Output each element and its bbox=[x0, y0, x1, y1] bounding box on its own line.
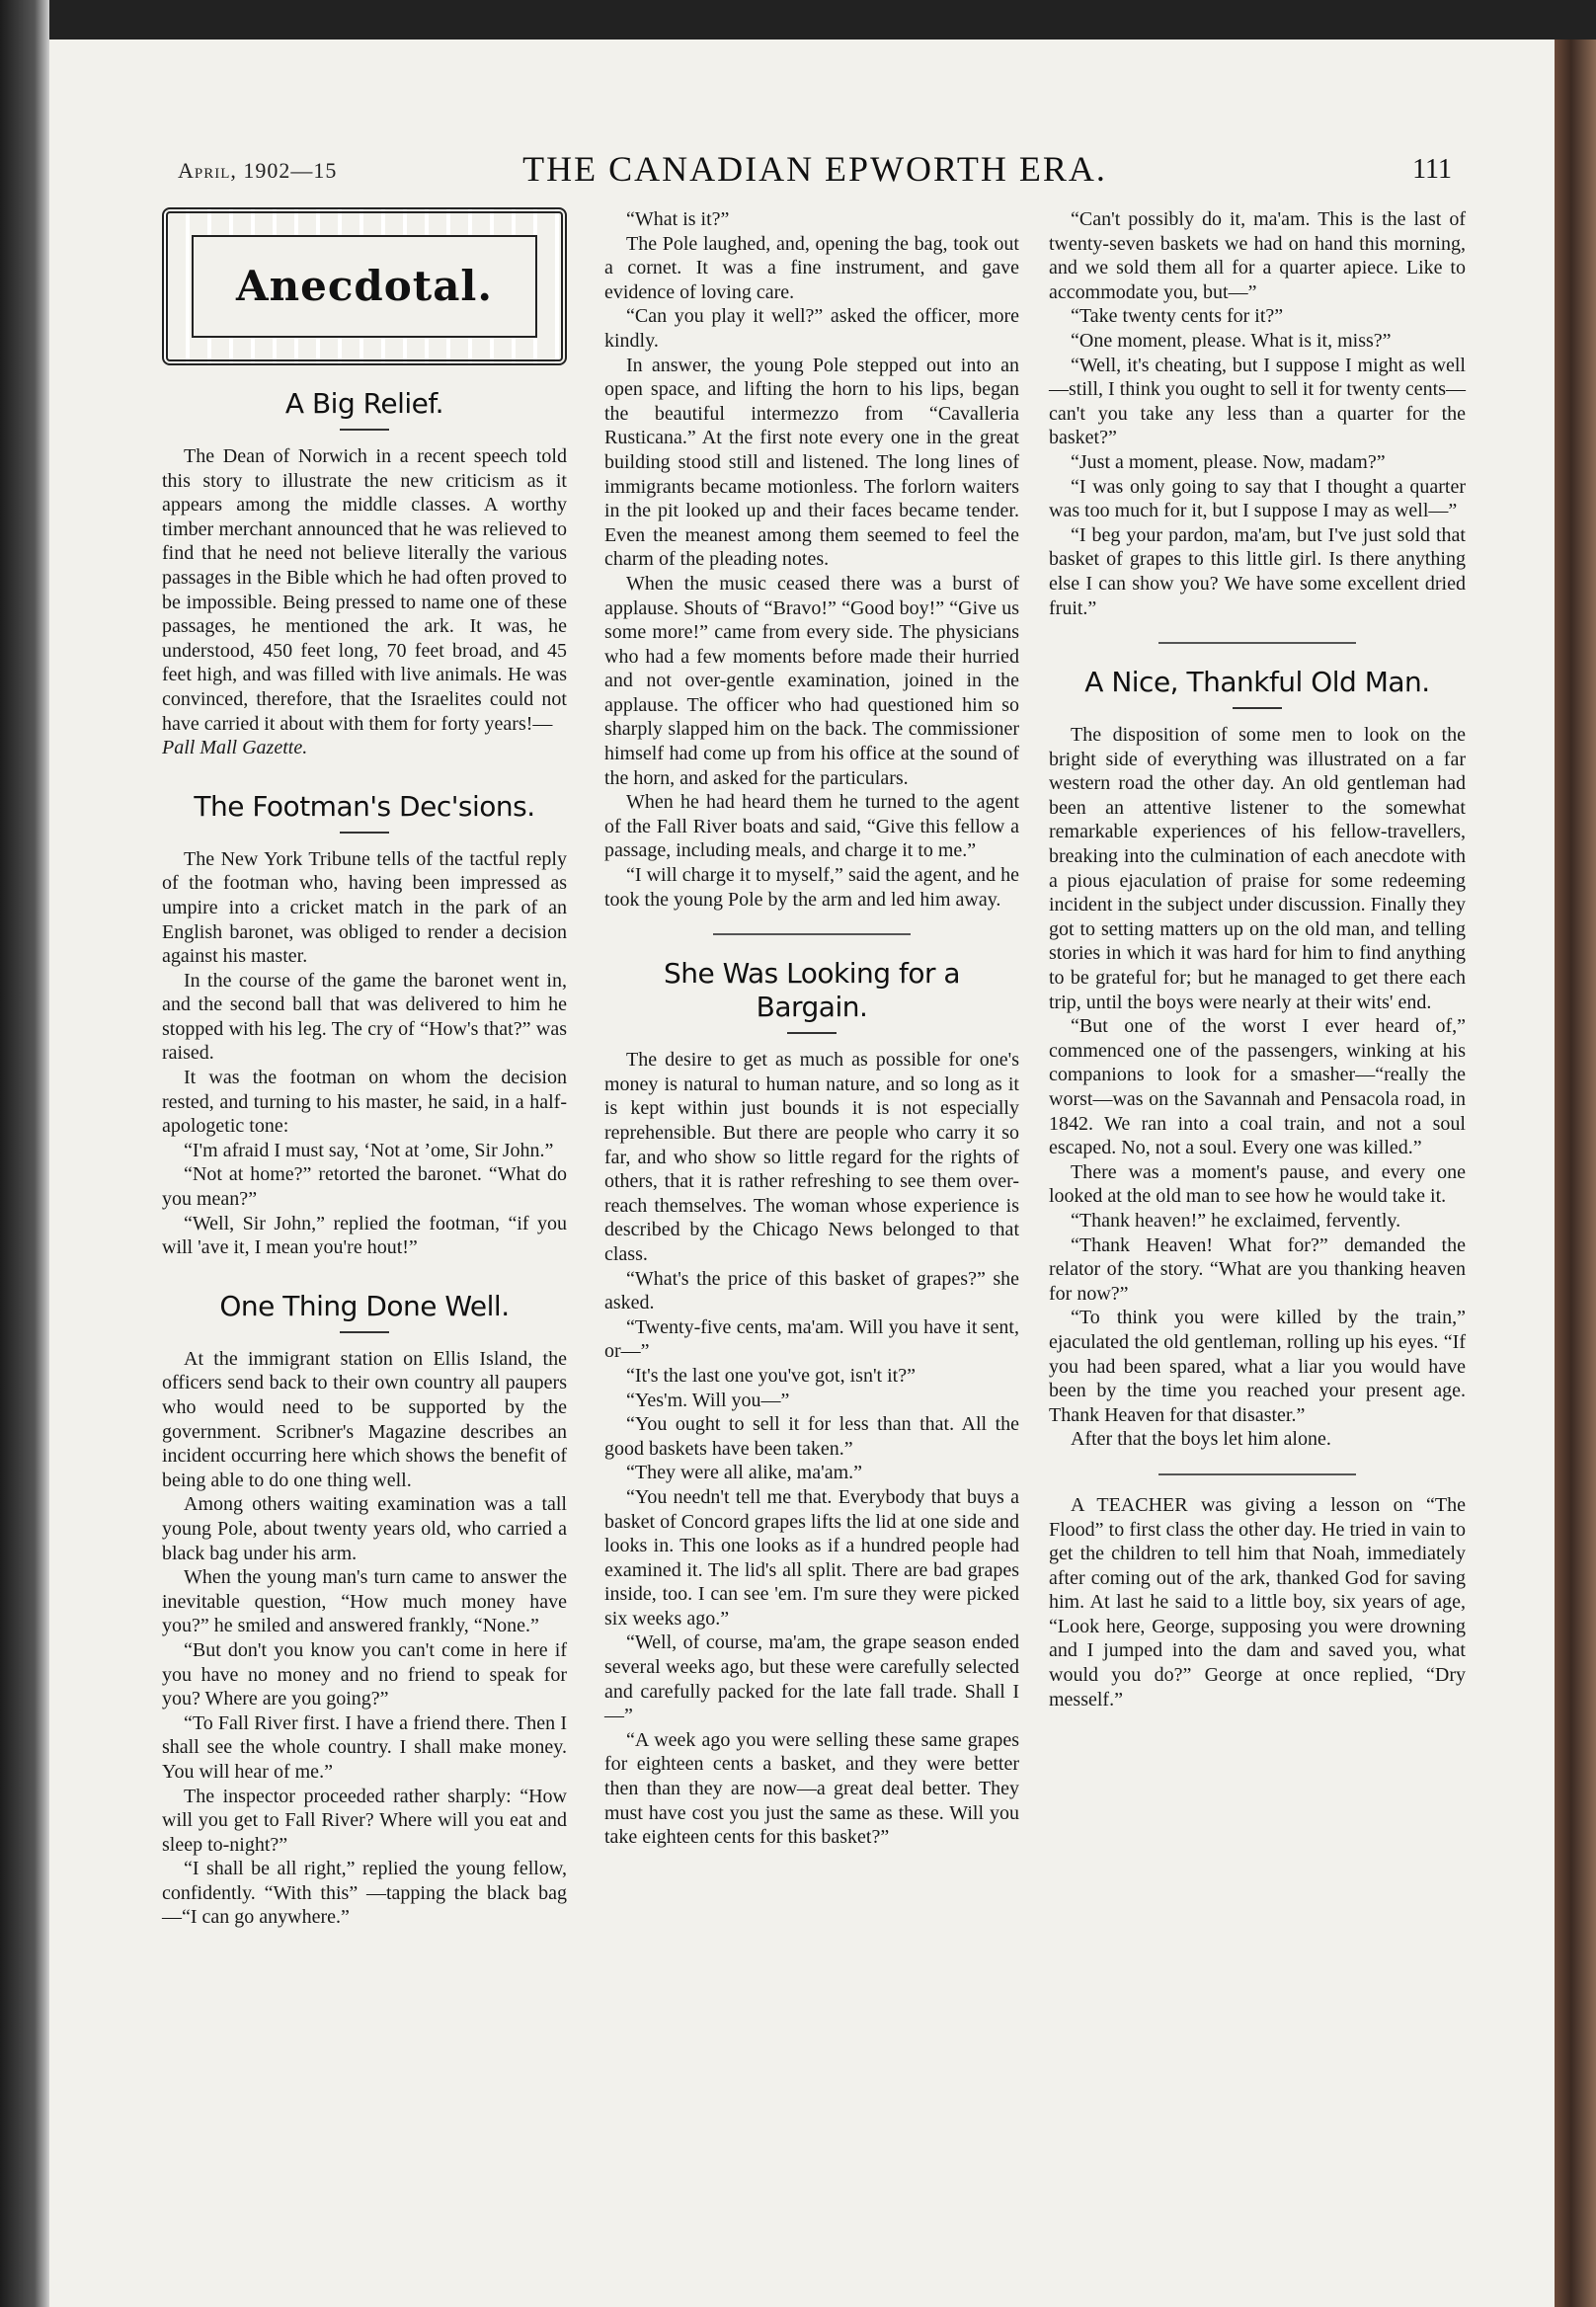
paragraph: “I'm afraid I must say, ‘Not at ’ome, Sir John.” bbox=[184, 1139, 554, 1161]
paragraph: The disposition of some men to look on the bright side of everything was illustrated on a far western road the other day. An old gentleman had been an attentive listener to the somewhat remarkable experiences of his fellow-travellers, breaking into the culmination of each anecdote with a pious ejaculation of praise for some redeeming incident in the subject under discussion. Finally they got to setting matters up on the old man, and telling stories in which it was hard for him to find anything to be grateful for; but he managed to get there each trip, until the boys were nearly at their wits' end. bbox=[1049, 724, 1466, 1013]
paragraph: Among others waiting examination was a tall young Pole, about twenty years old, who carried a black bag under his arm. bbox=[162, 1493, 567, 1564]
article-title: A Big Relief. bbox=[284, 387, 444, 420]
article-title: One Thing Done Well. bbox=[219, 1289, 510, 1322]
paragraph: “You ought to sell it for less than that. All the good baskets have been taken.” bbox=[604, 1413, 1019, 1460]
paragraph: “Thank heaven!” he exclaimed, fervently. bbox=[1071, 1209, 1401, 1232]
paragraph: “I beg your pardon, ma'am, but I've just sold that basket of grapes to this little girl. Is there anything else I can show you? We have some excellent dried fruit.” bbox=[1049, 523, 1466, 619]
paragraph: “Well, of course, ma'am, the grape season ended several weeks ago, but these were carefully selected and carefully packed for the late fall trade. Shall I—” bbox=[604, 1631, 1019, 1727]
paragraph: “But one of the worst I ever heard of,” commenced one of the passengers, winking at his companions to look for a smasher—“really the worst—was on the Savannah and Pensacola road, in 1842. We ran into a coal train, and not a soul escaped. No, not a soul. Every one was killed.” bbox=[1049, 1015, 1466, 1159]
scan-left-edge bbox=[0, 0, 49, 2307]
paragraph: “To Fall River first. I have a friend there. Then I shall see the whole country. I shall make money. You will hear of me.” bbox=[162, 1711, 567, 1783]
paragraph: “A week ago you were selling these same grapes for eighteen cents a basket, and they were better then than they are now—a great deal better. They must have cost you just the same as these. Will you take eighteen cents for this basket?” bbox=[604, 1728, 1019, 1849]
title-rule bbox=[340, 429, 389, 431]
paragraph: The desire to get as much as possible for one's money is natural to human nature, and so long as it is kept within just bounds it is not especially reprehensible. But there are people who carry it so far, and who show so little regard for the rights of others, that it is rather refreshing to see them over-reach themselves. The woman whose experience is described by the Chicago News belonged to that class. bbox=[604, 1049, 1019, 1265]
column-1 bbox=[162, 207, 567, 1930]
title-rule bbox=[787, 1032, 837, 1034]
section-title-ornament bbox=[162, 207, 567, 365]
paragraph: The inspector proceeded rather sharply: “How will you get to Fall River? Where will you eat and sleep to-night?” bbox=[162, 1785, 567, 1856]
column-3 bbox=[1049, 207, 1466, 1711]
paragraph: “Well, Sir John,” replied the footman, “if you will 'ave it, I mean you're hout!” bbox=[162, 1212, 567, 1259]
paragraph: “Can you play it well?” asked the officer, more kindly. bbox=[604, 305, 1019, 352]
paragraph: “You needn't tell me that. Everybody that buys a basket of Concord grapes lifts the lid at one side and looks in. This one looks as if a hundred people had examined it. The lid's all split. There are bad grapes inside, too. I can see 'em. I'm sure they were picked six weeks ago.” bbox=[604, 1485, 1019, 1630]
paragraph: It was the footman on whom the decision rested, and turning to his master, he said, in a half-apologetic tone: bbox=[162, 1067, 567, 1138]
paragraph: In answer, the young Pole stepped out into an open space, and lifting the horn to his lips, began the beautiful intermezzo from “Cavalleria Rusticana.” At the first note every one in the great building stood still and listened. The long lines of immigrants became motionless. The forlorn waiters in the pit looked up and their faces became tender. Even the meanest among them seemed to feel the charm of the pleading notes. bbox=[604, 354, 1019, 571]
running-header bbox=[178, 148, 1452, 198]
article-separator bbox=[713, 933, 911, 935]
paragraph: At the immigrant station on Ellis Island, the officers send back to their own country all paupers who would need to be supported by the government. Scribner's Magazine describes an incident occurring here which shows the benefit of being able to do one thing well. bbox=[162, 1347, 567, 1491]
paragraph: “They were all alike, ma'am.” bbox=[626, 1462, 863, 1484]
page-number: 111 bbox=[1412, 154, 1452, 185]
paragraph: There was a moment's pause, and every one looked at the old man to see how he would take it. bbox=[1049, 1160, 1466, 1208]
paragraph: “Not at home?” retorted the baronet. “What do you mean?” bbox=[162, 1163, 567, 1211]
paragraph: “Just a moment, please. Now, madam?” bbox=[1071, 450, 1386, 473]
article-source: Pall Mall Gazette. bbox=[162, 737, 308, 759]
paragraph: After that the boys let him alone. bbox=[1071, 1428, 1331, 1451]
paragraph: “Take twenty cents for it?” bbox=[1071, 305, 1284, 328]
paragraph: “Well, it's cheating, but I suppose I might as well—still, I think you ought to sell it for twenty cents—can't you take any less than a quarter for the basket?” bbox=[1049, 354, 1466, 449]
paragraph: “I shall be all right,” replied the young fellow, confidently. “With this” —tapping the black bag—“I can go anywhere.” bbox=[162, 1858, 567, 1929]
section-title-frame bbox=[192, 235, 537, 338]
title-rule bbox=[340, 1331, 389, 1333]
paragraph: “I was only going to say that I thought a quarter was too much for it, but I suppose I may as well—” bbox=[1049, 475, 1466, 522]
paragraph: The Pole laughed, and, opening the bag, took out a cornet. It was a fine instrument, and gave evidence of loving care. bbox=[604, 232, 1019, 303]
paragraph: “What's the price of this basket of grapes?” she asked. bbox=[604, 1267, 1019, 1314]
paragraph: The Dean of Norwich in a recent speech told this story to illustrate the new criticism as it appears among the middle classes. A worthy timber merchant announced that he was relieved to find that he need not believe literally the various passages in the Bible which he had often proved to be impossible. Being pressed to name one of these passages, he mentioned the ark. It was, he understood, 450 feet long, 70 feet broad, and 45 feet high, and was filled with live animals. He was convinced, therefore, that the Israelites could not have carried it about with them for forty years!— bbox=[162, 445, 567, 735]
article-title: The Footman's Dec'sions. bbox=[194, 789, 535, 823]
paragraph: “But don't you know you can't come in here if you have no money and no friend to speak for you? Where are you going?” bbox=[162, 1638, 567, 1710]
lead-in: A TEACHER bbox=[1071, 1493, 1188, 1516]
paragraph: When the music ceased there was a burst of applause. Shouts of “Bravo!” “Good boy!” “Give us some more!” came from every side. The physicians who had a few moments before made their hurried and not over-gentle examination, joined in the applause. The officer who had questioned him so sharply slapped him on the back. The commissioner himself had come up from his office at the sound of the horn, and asked for the particulars. bbox=[604, 572, 1019, 789]
article-separator bbox=[1158, 1473, 1356, 1475]
book-spine bbox=[1555, 40, 1596, 2307]
paragraph: “One moment, please. What is it, miss?” bbox=[1071, 329, 1392, 352]
paragraph: When the young man's turn came to answer the inevitable question, “How much money have you?” he smiled and answered frankly, “None.” bbox=[162, 1566, 567, 1637]
title-rule bbox=[340, 832, 389, 834]
paragraph: In the course of the game the baronet went in, and the second ball that was delivered to him he stopped with his leg. The cry of “How's that?” was raised. bbox=[162, 969, 567, 1065]
paragraph: “Can't possibly do it, ma'am. This is the last of twenty-seven baskets we had on hand this morning, and we sold them all for a quarter apiece. Like to accommodate you, but—” bbox=[1049, 208, 1466, 303]
issue-date: April, 1902—15 bbox=[178, 158, 338, 183]
paragraph: “Twenty-five cents, ma'am. Will you have it sent, or—” bbox=[604, 1315, 1019, 1363]
paragraph: “To think you were killed by the train,” ejaculated the old gentleman, rolling up his eyes. “If you had been spared, what a liar you would have been by the time you reached your present age. Thank Heaven for that disaster.” bbox=[1049, 1307, 1466, 1426]
paragraph: “What is it?” bbox=[626, 208, 730, 230]
section-title: Anecdotal. bbox=[236, 261, 493, 310]
paragraph: When he had heard them he turned to the agent of the Fall River boats and said, “Give this fellow a passage, including meals, and charge it to me.” bbox=[604, 791, 1019, 862]
title-rule bbox=[1233, 707, 1282, 709]
paragraph bbox=[1049, 1493, 1466, 1711]
article-title: She Was Looking for a Bargain. bbox=[663, 957, 961, 1024]
paragraph: “Thank Heaven! What for?” demanded the relator of the story. “What are you thanking heaven for now?” bbox=[1049, 1233, 1466, 1305]
paragraph: The New York Tribune tells of the tactful reply of the footman who, having been impressed as umpire into a cricket match in the park of an English baronet, was obliged to render a decision against his master. bbox=[162, 847, 567, 968]
article-separator bbox=[1158, 642, 1356, 644]
journal-title: THE CANADIAN EPWORTH ERA. bbox=[522, 149, 1107, 189]
column-2 bbox=[604, 207, 1019, 1850]
paragraph: “It's the last one you've got, isn't it?” bbox=[626, 1364, 916, 1387]
paragraph: “Yes'm. Will you—” bbox=[626, 1389, 790, 1411]
scan-top-border bbox=[0, 0, 1596, 40]
paragraph-text: was giving a lesson on “The Flood” to first class the other day. He tried in vain to get the children to tell him that Noah, immediately after coming out of the ark, thanked God for saving him. At last he said to a little boy, six years of age, “Look here, George, supposing you were drowning and I jumped into the dam and saved you, what would you do?” George at once replied, “Dry mesself.” bbox=[1049, 1493, 1466, 1710]
article-title: A Nice, Thankful Old Man. bbox=[1084, 666, 1430, 699]
paragraph: “I will charge it to myself,” said the agent, and he took the young Pole by the arm and led him away. bbox=[604, 864, 1019, 911]
